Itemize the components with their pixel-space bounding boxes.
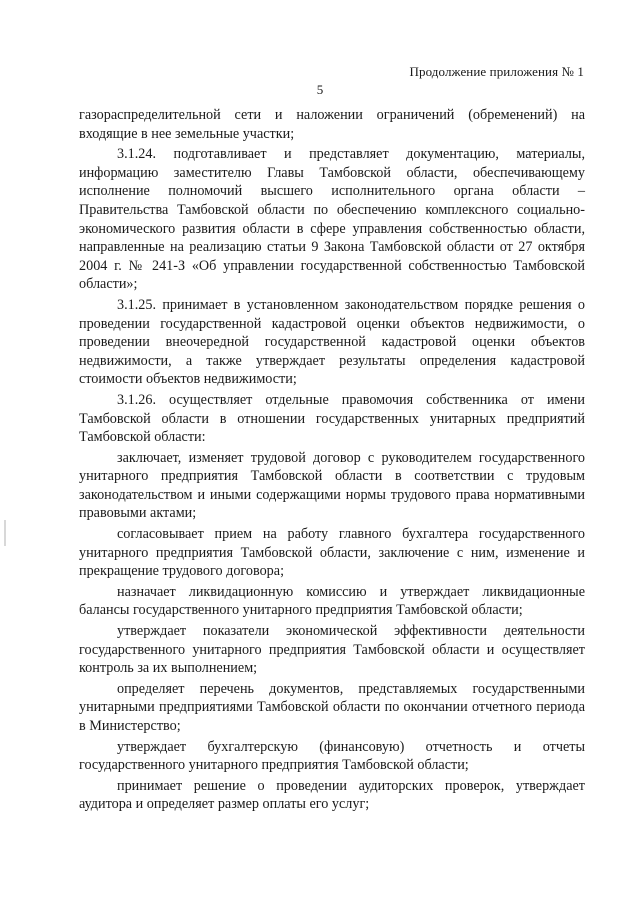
paragraph-continuation: газораспределительной сети и наложении ограничений (обременений) на входящие в нее земельные участки; — [79, 107, 585, 142]
page-number: 5 — [316, 82, 324, 97]
scan-margin-mark — [4, 520, 6, 546]
paragraph-3-1-25: 3.1.25. принимает в установленном законодательством порядке решения о проведении государственной кадастровой оценки объектов недвижимости, о проведении внеочередной государственной кадастровой оценки объектов недвижимости, а также утверждает результаты определения кадастровой стоимости объектов недвижимости; — [79, 296, 585, 388]
list-item-audit: принимает решение о проведении аудиторских проверок, утверждает аудитора и определяет размер оплаты его услуг; — [79, 777, 585, 813]
list-item-employment-contract: заключает, изменяет трудовой договор с руководителем государственного унитарного предприятия Тамбовской области в соответствии с трудовым законодательством и иными содержащими нормы трудового права нормативными правовыми актами; — [79, 449, 585, 522]
list-item-chief-accountant: согласовывает прием на работу главного бухгалтера государственного унитарного предприятия Тамбовской области, заключение с ним, изменение и прекращение трудового договора; — [79, 526, 585, 580]
document-body — [79, 106, 585, 816]
list-item-liquidation: назначает ликвидационную комиссию и утверждает ликвидационные балансы государственного унитарного предприятия Тамбовской области; — [79, 583, 585, 619]
paragraph-3-1-24: 3.1.24. подготавливает и представляет документацию, материалы, информацию заместителю Главы Тамбовской области, обеспечивающему исполнение полномочий высшего исполнительного органа области – Правительства Тамбовской области по обеспечению комплексного социально-экономического развития области в сфере управления собственностью области, направленные на реализацию статьи 9 Закона Тамбовской области от 27 октября 2004 г. № 241-З «Об управлении государственной собственностью Тамбовской области»; — [79, 146, 585, 293]
paragraph-3-1-26: 3.1.26. осуществляет отдельные правомочия собственника от имени Тамбовской области в отношении государственных унитарных предприятий Тамбовской области: — [79, 391, 585, 446]
list-item-document-list: определяет перечень документов, представляемых государственными унитарными предприятиями Тамбовской области по окончании отчетного периода в Министерство; — [79, 680, 585, 734]
list-item-financial-statements: утверждает бухгалтерскую (финансовую) отчетность и отчеты государственного унитарного предприятия Тамбовской области; — [79, 738, 585, 774]
appendix-continuation-note: Продолжение приложения № 1 — [409, 64, 584, 79]
list-item-efficiency-indicators: утверждает показатели экономической эффективности деятельности государственного унитарного предприятия Тамбовской области и осуществляет контроль за их выполнением; — [79, 623, 585, 677]
